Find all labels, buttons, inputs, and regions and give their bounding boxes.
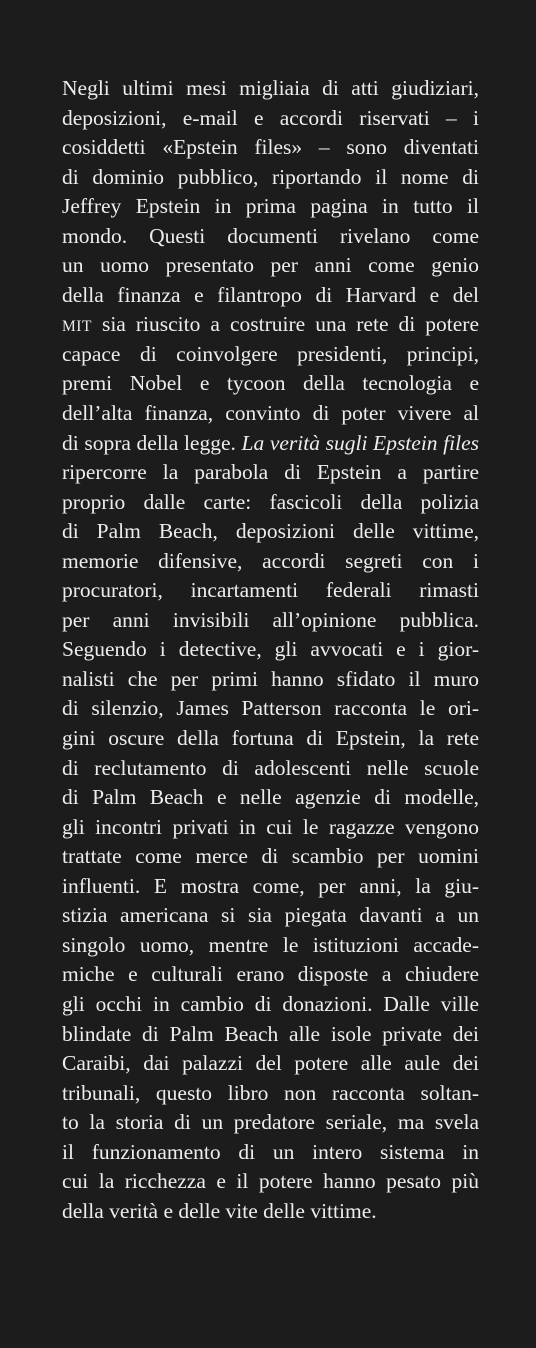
blurb-line [62, 429, 479, 459]
blurb-line: trattate come merce di scambio per uomini [62, 844, 479, 869]
blurb-line: gli occhi in cambio di donazioni. Dalle ville [62, 991, 479, 1016]
blurb-line: per anni invisibili all’opinione pubblica. [62, 607, 479, 632]
blurb-line: tribunali, questo libro non racconta soltan- [62, 1080, 479, 1105]
blurb-line: proprio dalle carte: fascicoli della polizia [62, 489, 479, 514]
blurb-line: singolo uomo, mentre le istituzioni accade- [62, 932, 479, 957]
blurb-line: mondo. Questi documenti rivelano come [62, 223, 479, 248]
blurb-line: di dominio pubblico, riportando il nome di [62, 164, 479, 189]
blurb-line: gli incontri privati in cui le ragazze vengono [62, 814, 479, 839]
blurb-line: dell’alta finanza, convinto di poter vivere al [62, 401, 479, 426]
blurb-line: influenti. E mostra come, per anni, la giu- [62, 873, 479, 898]
blurb-line: cosiddetti «Epstein files» – sono diventati [62, 135, 479, 160]
blurb-line: un uomo presentato per anni come genio [62, 253, 479, 278]
blurb-line: gini oscure della fortuna di Epstein, la rete [62, 726, 479, 751]
blurb-line: procuratori, incartamenti federali rimasti [62, 578, 479, 603]
blurb-line: memorie difensive, accordi segreti con i [62, 548, 479, 573]
blurb-line: della verità e delle vite delle vittime. [62, 1198, 377, 1223]
blurb-line: blindate di Palm Beach alle isole private dei [62, 1021, 479, 1046]
blurb-line: cui la ricchezza e il potere hanno pesato più [62, 1169, 479, 1194]
mit-acronym: MIT [62, 318, 92, 336]
blurb-line: di Palm Beach, deposizioni delle vittime, [62, 519, 479, 544]
blurb-line-text: di sopra della legge. [62, 430, 242, 455]
book-blurb [62, 74, 479, 1226]
blurb-line: premi Nobel e tycoon della tecnologia e [62, 371, 479, 396]
blurb-line: della finanza e filantropo di Harvard e del [62, 282, 479, 307]
blurb-line: di Palm Beach e nelle agenzie di modelle, [62, 785, 479, 810]
blurb-line: nalisti che per primi hanno sfidato il muro [62, 666, 479, 691]
blurb-line: ripercorre la parabola di Epstein a partire [62, 460, 479, 485]
blurb-line: di silenzio, James Patterson racconta le ori- [62, 696, 479, 721]
blurb-line: miche e culturali erano disposte a chiudere [62, 962, 479, 987]
blurb-line: Negli ultimi mesi migliaia di atti giudiziari, [62, 76, 479, 100]
blurb-line: di reclutamento di adolescenti nelle scuole [62, 755, 479, 780]
blurb-line: stizia americana si sia piegata davanti a un [62, 903, 479, 928]
blurb-line: to la storia di un predatore seriale, ma svela [62, 1110, 479, 1135]
book-title-italic: La verità sugli Epstein files [241, 430, 479, 455]
blurb-line: il funzionamento di un intero sistema in [62, 1139, 479, 1164]
blurb-line: capace di coinvolgere presidenti, principi, [62, 341, 479, 366]
blurb-line: deposizioni, e-mail e accordi riservati – i [62, 105, 479, 130]
blurb-line: Seguendo i detective, gli avvocati e i gior- [62, 637, 479, 662]
blurb-line [62, 310, 479, 340]
blurb-line: Jeffrey Epstein in prima pagina in tutto il [62, 194, 479, 219]
blurb-line: Caraibi, dai palazzi del potere alle aule dei [62, 1051, 479, 1076]
blurb-line-text: sia riuscito a costruire una rete di potere [91, 312, 479, 337]
